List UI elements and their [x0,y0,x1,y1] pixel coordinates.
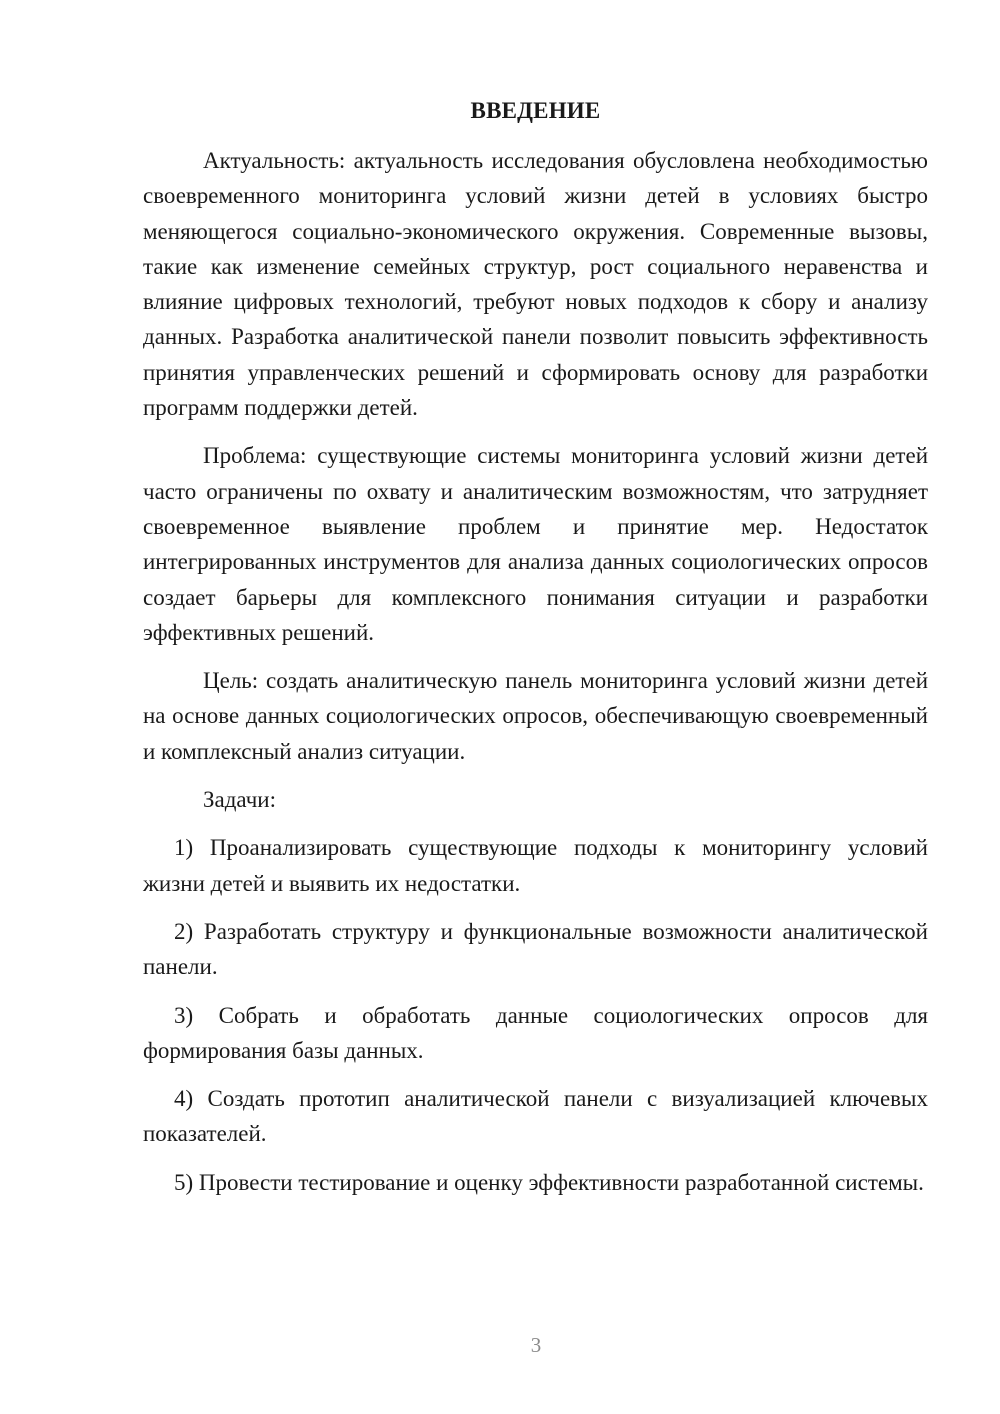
tasks-label: Задачи: [203,787,276,813]
task-item-5: 5) Провести тестирование и оценку эффективности разработанной системы. [174,1169,924,1195]
task-item-4: 4) Создать прототип аналитической панели с визуализацией ключевых показателей. [143,1086,928,1147]
task-item-1: 1) Проанализировать существующие подходы к мониторингу условий жизни детей и выявить их недостатки. [143,835,928,896]
page-number: 3 [530,1333,542,1357]
task-item-2: 2) Разработать структуру и функциональные возможности аналитической панели. [143,918,928,980]
relevance-paragraph: Актуальность: актуальность исследования обусловлена необходимостью своевременного мониторинга условий жизни детей в условиях быстро меняющегося социально-экономического окружения. Современные вызовы, такие как изменение семейных структур, рост социального неравенства и влияние цифровых технологий, требуют новых подходов к сбору и анализу данных. Разработка аналитической панели позволит повысить эффективность принятия управленческих решений и сформировать основу для разработки программ поддержки детей. [143,148,928,421]
document-page [143,94,928,1200]
section-heading: ВВЕДЕНИЕ [470,98,601,123]
task-item-3: 3) Собрать и обработать данные социологических опросов для формирования базы данных. [143,1002,928,1063]
problem-paragraph: Проблема: существующие системы мониторинга условий жизни детей часто ограничены по охвату и аналитическим возможностям, что затрудняет своевременное выявление проблем и принятие мер. Недостаток интегрированных инструментов для анализа данных социологических опросов создает барьеры для комплексного понимания ситуации и разработки эффективных решений. [143,443,928,645]
goal-paragraph: Цель: создать аналитическую панель мониторинга условий жизни детей на основе данных социологических опросов, обеспечивающую своевременный и комплексный анализ ситуации. [143,668,928,764]
